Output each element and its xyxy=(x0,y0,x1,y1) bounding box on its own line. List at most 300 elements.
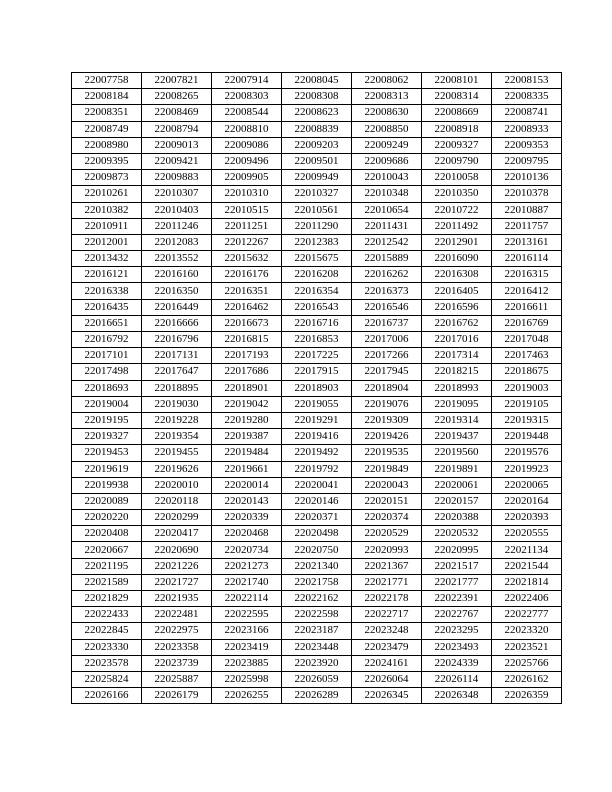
table-cell: 22010911 xyxy=(72,218,142,234)
table-row xyxy=(72,396,562,412)
table-cell: 22017006 xyxy=(352,332,422,348)
table-cell: 22022598 xyxy=(282,607,352,623)
table-cell: 22022391 xyxy=(422,591,492,607)
table-cell: 22008469 xyxy=(142,105,212,121)
table-row xyxy=(72,445,562,461)
table-cell: 22019619 xyxy=(72,461,142,477)
table-cell: 22018675 xyxy=(492,364,562,380)
table-cell: 22008839 xyxy=(282,121,352,137)
table-cell: 22020734 xyxy=(212,542,282,558)
table-cell: 22009905 xyxy=(212,170,282,186)
table-cell: 22009883 xyxy=(142,170,212,186)
table-cell: 22017101 xyxy=(72,348,142,364)
table-cell: 22010887 xyxy=(492,202,562,218)
table-cell: 22020143 xyxy=(212,493,282,509)
table-cell: 22019280 xyxy=(212,412,282,428)
table-cell: 22020468 xyxy=(212,526,282,542)
table-cell: 22018693 xyxy=(72,380,142,396)
table-cell: 22016737 xyxy=(352,315,422,331)
table-cell: 22016090 xyxy=(422,251,492,267)
table-cell: 22017266 xyxy=(352,348,422,364)
table-cell: 22021367 xyxy=(352,558,422,574)
table-cell: 22013552 xyxy=(142,251,212,267)
table-cell: 22020374 xyxy=(352,510,422,526)
table-cell: 22021758 xyxy=(282,574,352,590)
table-cell: 22026179 xyxy=(142,688,212,704)
table-cell: 22017016 xyxy=(422,332,492,348)
table-row xyxy=(72,137,562,153)
table-cell: 22009203 xyxy=(282,137,352,153)
table-cell: 22023479 xyxy=(352,639,422,655)
table-cell: 22019095 xyxy=(422,396,492,412)
table-cell: 22021273 xyxy=(212,558,282,574)
table-cell: 22020498 xyxy=(282,526,352,542)
table-cell: 22021589 xyxy=(72,574,142,590)
table-cell: 22008313 xyxy=(352,89,422,105)
table-cell: 22009013 xyxy=(142,137,212,153)
table-cell: 22020118 xyxy=(142,493,212,509)
table-cell: 22019923 xyxy=(492,461,562,477)
table-row xyxy=(72,202,562,218)
table-cell: 22011246 xyxy=(142,218,212,234)
table-cell: 22008314 xyxy=(422,89,492,105)
table-cell: 22009249 xyxy=(352,137,422,153)
table-cell: 22021195 xyxy=(72,558,142,574)
table-cell: 22016762 xyxy=(422,315,492,331)
table-row xyxy=(72,639,562,655)
table-cell: 22021727 xyxy=(142,574,212,590)
table-cell: 22021226 xyxy=(142,558,212,574)
table-cell: 22012542 xyxy=(352,234,422,250)
table-cell: 22025887 xyxy=(142,671,212,687)
table-cell: 22019327 xyxy=(72,429,142,445)
table-cell: 22019560 xyxy=(422,445,492,461)
table-row xyxy=(72,591,562,607)
table-cell: 22019938 xyxy=(72,477,142,493)
table-cell: 22023358 xyxy=(142,639,212,655)
table-cell: 22011251 xyxy=(212,218,282,234)
table-cell: 22022178 xyxy=(352,591,422,607)
table-cell: 22009086 xyxy=(212,137,282,153)
table-cell: 22022767 xyxy=(422,607,492,623)
table-cell: 22013161 xyxy=(492,234,562,250)
table-row xyxy=(72,574,562,590)
table-cell: 22007914 xyxy=(212,73,282,89)
table-cell: 22009501 xyxy=(282,153,352,169)
table-cell: 22019004 xyxy=(72,396,142,412)
table-cell: 22020299 xyxy=(142,510,212,526)
table-cell: 22019448 xyxy=(492,429,562,445)
table-cell: 22020529 xyxy=(352,526,422,542)
number-table-body xyxy=(72,73,562,704)
table-cell: 22016673 xyxy=(212,315,282,331)
table-cell: 22020417 xyxy=(142,526,212,542)
table-cell: 22016716 xyxy=(282,315,352,331)
table-row xyxy=(72,510,562,526)
table-row xyxy=(72,251,562,267)
table-cell: 22019076 xyxy=(352,396,422,412)
table-cell: 22023885 xyxy=(212,655,282,671)
table-cell: 22019891 xyxy=(422,461,492,477)
table-cell: 22020750 xyxy=(282,542,352,558)
table-cell: 22008184 xyxy=(72,89,142,105)
table-cell: 22010043 xyxy=(352,170,422,186)
table-cell: 22015675 xyxy=(282,251,352,267)
table-row xyxy=(72,607,562,623)
table-cell: 22019661 xyxy=(212,461,282,477)
table-row xyxy=(72,153,562,169)
table-row xyxy=(72,170,562,186)
table-cell: 22020408 xyxy=(72,526,142,542)
table-cell: 22018904 xyxy=(352,380,422,396)
table-cell: 22020014 xyxy=(212,477,282,493)
table-row xyxy=(72,558,562,574)
table-cell: 22026289 xyxy=(282,688,352,704)
table-row xyxy=(72,688,562,704)
table-cell: 22008335 xyxy=(492,89,562,105)
table-cell: 22020061 xyxy=(422,477,492,493)
table-cell: 22016651 xyxy=(72,315,142,331)
table-cell: 22016815 xyxy=(212,332,282,348)
table-cell: 22008101 xyxy=(422,73,492,89)
table-cell: 22023320 xyxy=(492,623,562,639)
table-cell: 22019626 xyxy=(142,461,212,477)
number-table xyxy=(71,72,562,704)
table-cell: 22009395 xyxy=(72,153,142,169)
table-cell: 22026255 xyxy=(212,688,282,704)
table-cell: 22016596 xyxy=(422,299,492,315)
table-cell: 22026162 xyxy=(492,671,562,687)
table-cell: 22020041 xyxy=(282,477,352,493)
table-cell: 22017945 xyxy=(352,364,422,380)
table-cell: 22021814 xyxy=(492,574,562,590)
table-row xyxy=(72,623,562,639)
table-cell: 22020146 xyxy=(282,493,352,509)
table-row xyxy=(72,655,562,671)
table-cell: 22018895 xyxy=(142,380,212,396)
table-cell: 22016350 xyxy=(142,283,212,299)
table-cell: 22008062 xyxy=(352,73,422,89)
table-cell: 22023739 xyxy=(142,655,212,671)
table-row xyxy=(72,186,562,202)
table-cell: 22021777 xyxy=(422,574,492,590)
table-row xyxy=(72,234,562,250)
table-cell: 22010307 xyxy=(142,186,212,202)
table-cell: 22015632 xyxy=(212,251,282,267)
table-cell: 22010261 xyxy=(72,186,142,202)
table-row xyxy=(72,283,562,299)
table-cell: 22019453 xyxy=(72,445,142,461)
table-cell: 22022975 xyxy=(142,623,212,639)
table-row xyxy=(72,121,562,137)
table-cell: 22016262 xyxy=(352,267,422,283)
table-cell: 22023493 xyxy=(422,639,492,655)
table-cell: 22016176 xyxy=(212,267,282,283)
table-cell: 22010561 xyxy=(282,202,352,218)
table-cell: 22020151 xyxy=(352,493,422,509)
table-cell: 22016853 xyxy=(282,332,352,348)
table-cell: 22023920 xyxy=(282,655,352,671)
table-cell: 22019387 xyxy=(212,429,282,445)
table-cell: 22009421 xyxy=(142,153,212,169)
table-cell: 22025766 xyxy=(492,655,562,671)
table-cell: 22010058 xyxy=(422,170,492,186)
table-cell: 22011431 xyxy=(352,218,422,234)
table-cell: 22019535 xyxy=(352,445,422,461)
table-cell: 22012901 xyxy=(422,234,492,250)
table-cell: 22026064 xyxy=(352,671,422,687)
table-cell: 22008741 xyxy=(492,105,562,121)
table-cell: 22021771 xyxy=(352,574,422,590)
table-row xyxy=(72,218,562,234)
table-cell: 22023295 xyxy=(422,623,492,639)
table-cell: 22016405 xyxy=(422,283,492,299)
table-cell: 22020532 xyxy=(422,526,492,542)
table-cell: 22019576 xyxy=(492,445,562,461)
table-row xyxy=(72,73,562,89)
table-cell: 22016351 xyxy=(212,283,282,299)
table-cell: 22010327 xyxy=(282,186,352,202)
table-cell: 22010136 xyxy=(492,170,562,186)
table-cell: 22016546 xyxy=(352,299,422,315)
table-cell: 22021517 xyxy=(422,558,492,574)
table-row xyxy=(72,542,562,558)
table-cell: 22020371 xyxy=(282,510,352,526)
table-cell: 22017463 xyxy=(492,348,562,364)
table-cell: 22009795 xyxy=(492,153,562,169)
table-cell: 22016354 xyxy=(282,283,352,299)
table-cell: 22010348 xyxy=(352,186,422,202)
table-cell: 22009496 xyxy=(212,153,282,169)
table-cell: 22019003 xyxy=(492,380,562,396)
table-cell: 22009327 xyxy=(422,137,492,153)
table-cell: 22020065 xyxy=(492,477,562,493)
table-cell: 22008623 xyxy=(282,105,352,121)
table-cell: 22009686 xyxy=(352,153,422,169)
table-cell: 22017193 xyxy=(212,348,282,364)
table-cell: 22017686 xyxy=(212,364,282,380)
table-cell: 22019055 xyxy=(282,396,352,412)
table-cell: 22022114 xyxy=(212,591,282,607)
table-cell: 22016208 xyxy=(282,267,352,283)
table-cell: 22020164 xyxy=(492,493,562,509)
table-cell: 22018901 xyxy=(212,380,282,396)
table-cell: 22026114 xyxy=(422,671,492,687)
table-cell: 22010378 xyxy=(492,186,562,202)
table-cell: 22016796 xyxy=(142,332,212,348)
table-cell: 22018903 xyxy=(282,380,352,396)
table-cell: 22026348 xyxy=(422,688,492,704)
table-row xyxy=(72,477,562,493)
table-cell: 22010403 xyxy=(142,202,212,218)
table-cell: 22026345 xyxy=(352,688,422,704)
table-row xyxy=(72,299,562,315)
table-cell: 22024161 xyxy=(352,655,422,671)
table-cell: 22023419 xyxy=(212,639,282,655)
table-cell: 22017647 xyxy=(142,364,212,380)
table-cell: 22019105 xyxy=(492,396,562,412)
table-cell: 22020995 xyxy=(422,542,492,558)
table-cell: 22008630 xyxy=(352,105,422,121)
table-cell: 22016611 xyxy=(492,299,562,315)
table-cell: 22022845 xyxy=(72,623,142,639)
table-cell: 22008303 xyxy=(212,89,282,105)
table-cell: 22016114 xyxy=(492,251,562,267)
table-cell: 22009790 xyxy=(422,153,492,169)
table-cell: 22019437 xyxy=(422,429,492,445)
table-cell: 22019354 xyxy=(142,429,212,445)
table-cell: 22009873 xyxy=(72,170,142,186)
table-cell: 22016308 xyxy=(422,267,492,283)
table-row xyxy=(72,105,562,121)
table-cell: 22022162 xyxy=(282,591,352,607)
table-row xyxy=(72,461,562,477)
table-cell: 22016412 xyxy=(492,283,562,299)
table-cell: 22021740 xyxy=(212,574,282,590)
table-cell: 22020993 xyxy=(352,542,422,558)
table-cell: 22023521 xyxy=(492,639,562,655)
table-row xyxy=(72,267,562,283)
table-cell: 22022777 xyxy=(492,607,562,623)
table-row xyxy=(72,348,562,364)
table-cell: 22020089 xyxy=(72,493,142,509)
table-row xyxy=(72,412,562,428)
table-cell: 22020220 xyxy=(72,510,142,526)
table-cell: 22008810 xyxy=(212,121,282,137)
table-cell: 22016373 xyxy=(352,283,422,299)
table-cell: 22008933 xyxy=(492,121,562,137)
table-cell: 22023248 xyxy=(352,623,422,639)
table-cell: 22008153 xyxy=(492,73,562,89)
table-cell: 22026166 xyxy=(72,688,142,704)
table-cell: 22008669 xyxy=(422,105,492,121)
table-cell: 22017048 xyxy=(492,332,562,348)
table-row xyxy=(72,380,562,396)
table-cell: 22016792 xyxy=(72,332,142,348)
table-cell: 22008351 xyxy=(72,105,142,121)
table-cell: 22008265 xyxy=(142,89,212,105)
table-row xyxy=(72,526,562,542)
table-cell: 22023166 xyxy=(212,623,282,639)
table-cell: 22011290 xyxy=(282,218,352,234)
table-cell: 22009949 xyxy=(282,170,352,186)
table-cell: 22013432 xyxy=(72,251,142,267)
table-cell: 22020555 xyxy=(492,526,562,542)
table-cell: 22009353 xyxy=(492,137,562,153)
table-row xyxy=(72,315,562,331)
table-cell: 22021544 xyxy=(492,558,562,574)
table-cell: 22017915 xyxy=(282,364,352,380)
table-cell: 22020393 xyxy=(492,510,562,526)
table-cell: 22010350 xyxy=(422,186,492,202)
table-cell: 22019314 xyxy=(422,412,492,428)
table-cell: 22010515 xyxy=(212,202,282,218)
table-cell: 22026359 xyxy=(492,688,562,704)
table-cell: 22016769 xyxy=(492,315,562,331)
table-cell: 22020667 xyxy=(72,542,142,558)
table-cell: 22011492 xyxy=(422,218,492,234)
table-cell: 22023448 xyxy=(282,639,352,655)
table-row xyxy=(72,332,562,348)
table-cell: 22017131 xyxy=(142,348,212,364)
table-row xyxy=(72,364,562,380)
table-cell: 22021134 xyxy=(492,542,562,558)
table-cell: 22020690 xyxy=(142,542,212,558)
table-cell: 22019455 xyxy=(142,445,212,461)
table-cell: 22018215 xyxy=(422,364,492,380)
table-cell: 22022595 xyxy=(212,607,282,623)
table-cell: 22022433 xyxy=(72,607,142,623)
table-row xyxy=(72,671,562,687)
table-cell: 22008045 xyxy=(282,73,352,89)
table-cell: 22012083 xyxy=(142,234,212,250)
table-cell: 22023578 xyxy=(72,655,142,671)
table-cell: 22008918 xyxy=(422,121,492,137)
table-cell: 22019030 xyxy=(142,396,212,412)
table-cell: 22017498 xyxy=(72,364,142,380)
table-cell: 22023330 xyxy=(72,639,142,655)
table-cell: 22019042 xyxy=(212,396,282,412)
table-cell: 22016315 xyxy=(492,267,562,283)
table-cell: 22019484 xyxy=(212,445,282,461)
table-cell: 22017314 xyxy=(422,348,492,364)
table-cell: 22019426 xyxy=(352,429,422,445)
table-cell: 22007758 xyxy=(72,73,142,89)
table-cell: 22008980 xyxy=(72,137,142,153)
table-cell: 22007821 xyxy=(142,73,212,89)
table-cell: 22022481 xyxy=(142,607,212,623)
table-cell: 22021340 xyxy=(282,558,352,574)
table-cell: 22022406 xyxy=(492,591,562,607)
table-cell: 22024339 xyxy=(422,655,492,671)
table-cell: 22018993 xyxy=(422,380,492,396)
table-cell: 22022717 xyxy=(352,607,422,623)
table-cell: 22012383 xyxy=(282,234,352,250)
table-row xyxy=(72,429,562,445)
table-cell: 22020339 xyxy=(212,510,282,526)
table-cell: 22016543 xyxy=(282,299,352,315)
table-cell: 22020043 xyxy=(352,477,422,493)
table-cell: 22008544 xyxy=(212,105,282,121)
table-cell: 22012001 xyxy=(72,234,142,250)
table-cell: 22011757 xyxy=(492,218,562,234)
table-cell: 22025998 xyxy=(212,671,282,687)
table-cell: 22016449 xyxy=(142,299,212,315)
table-cell: 22021935 xyxy=(142,591,212,607)
table-cell: 22019315 xyxy=(492,412,562,428)
table-cell: 22019309 xyxy=(352,412,422,428)
table-cell: 22019228 xyxy=(142,412,212,428)
table-cell: 22008850 xyxy=(352,121,422,137)
table-cell: 22021829 xyxy=(72,591,142,607)
table-cell: 22016462 xyxy=(212,299,282,315)
table-row xyxy=(72,89,562,105)
table-cell: 22026059 xyxy=(282,671,352,687)
table-cell: 22020010 xyxy=(142,477,212,493)
table-cell: 22008794 xyxy=(142,121,212,137)
table-cell: 22019849 xyxy=(352,461,422,477)
table-cell: 22019492 xyxy=(282,445,352,461)
table-cell: 22010310 xyxy=(212,186,282,202)
table-cell: 22016338 xyxy=(72,283,142,299)
table-cell: 22019416 xyxy=(282,429,352,445)
table-row xyxy=(72,493,562,509)
table-cell: 22010382 xyxy=(72,202,142,218)
table-cell: 22016666 xyxy=(142,315,212,331)
table-cell: 22019195 xyxy=(72,412,142,428)
table-cell: 22010654 xyxy=(352,202,422,218)
table-cell: 22012267 xyxy=(212,234,282,250)
